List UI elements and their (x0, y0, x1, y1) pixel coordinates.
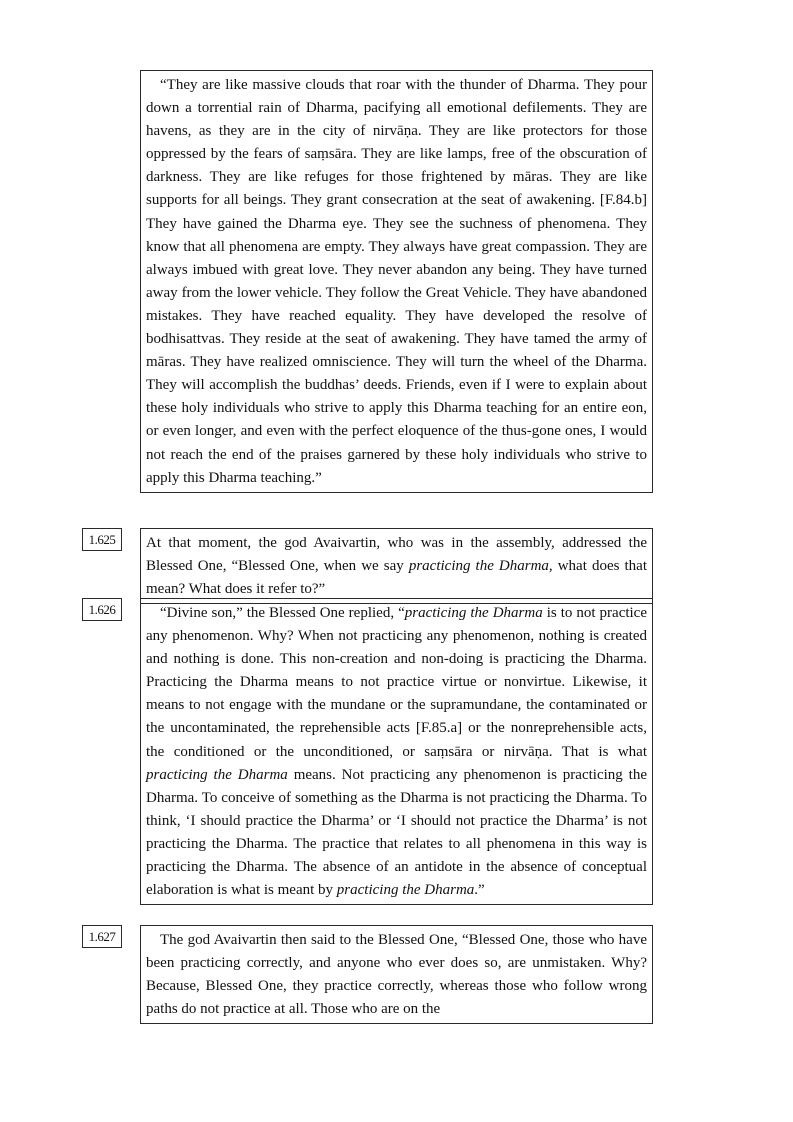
paragraph-block (140, 598, 653, 905)
paragraph-text (146, 532, 647, 601)
text-segment: At that moment, the god Avaivartin, who was in the assembly, addressed the Blessed One, “Blessed One, when we say (146, 535, 647, 575)
italic-term: practicing the Dharma (408, 558, 549, 575)
text-segment: .” (474, 882, 485, 899)
italic-term: practicing the Dharma (336, 882, 475, 899)
paragraph-block (140, 925, 653, 1024)
text-segment: means. Not practicing any phenomenon is practicing the Dharma. To conceive of something as the Dharma is not practicing the Dharma. To think, ‘I should practice the Dharma’ or ‘I should not practice the Dharma’ is not practicing the Dharma. The practice that relates to all phenomena in this way is practicing the Dharma. The absence of an antidote in the absence of conceptual elaboration is what is meant by (146, 766, 648, 899)
paragraph-text (146, 602, 647, 902)
text-segment: “Divine son,” the Blessed One replied, “ (160, 605, 405, 621)
paragraph-text (146, 74, 647, 490)
paragraph-text (146, 929, 647, 1021)
italic-term: practicing the Dharma (404, 605, 543, 621)
paragraph-block (140, 528, 653, 604)
paragraph-number: 1.625 (82, 528, 122, 551)
text-segment: “They are like massive clouds that roar with the thunder of Dharma. They pour down a torrential rain of Dharma, pacifying all emotional defilements. They are havens, as they are in the city of nirvāṇa. They are like protectors for those oppressed by the fears of saṃsāra. They are like lamps, free of the obscuration of darkness. They are like refuges for those frightened by māras. They are like supports for all beings. They grant consecration at the seat of awakening. [F.84.b] They have gained the Dharma eye. They see the suchness of phenomena. They know that all phenomena are empty. They always have great compassion. They are always imbued with great love. They never abandon any being. They have turned away from the lower vehicle. They follow the Great Vehicle. They have abandoned mistakes. They have reached equality. They have developed the resolve of bodhisattvas. They reside at the seat of awakening. They have tamed the army of māras. They have realized omniscience. They will turn the wheel of the Dharma. They will accomplish the buddhas’ deeds. Friends, even if I were to explain about these holy individuals who strive to apply this Dharma teaching for an entire eon, or even longer, and even with the perfect eloquence of the thus-gone ones, I would not reach the end of the praises garnered by these holy individuals who strive to apply this Dharma teaching.” (146, 77, 647, 486)
italic-term: practicing the Dharma (146, 766, 288, 783)
paragraph-block (140, 70, 653, 493)
paragraph-number: 1.626 (82, 598, 122, 621)
text-segment: is to not practice any phenomenon. Why? When not practicing any phenomenon, nothing is created and nothing is done. This non-creation and non-doing is practicing the Dharma. Practicing the Dharma means to not practice virtue or nonvirtue. Likewise, it means to not engage with the mundane or the supramundane, the contaminated or the uncontaminated, the reprehensible acts [F.85.a] or the nonreprehensible acts, the conditioned or the unconditioned, or saṃsāra or nirvāṇa. That is what (146, 605, 647, 760)
text-segment: , what does that mean? What does it refer to?” (146, 558, 647, 598)
paragraph-number: 1.627 (82, 925, 122, 948)
text-segment: The god Avaivartin then said to the Blessed One, “Blessed One, those who have been practicing correctly, and anyone who ever does so, are unmistaken. Why? Because, Blessed One, they practice correctly, whereas those who follow wrong paths do not practice at all. Those who are on the (146, 932, 647, 1018)
